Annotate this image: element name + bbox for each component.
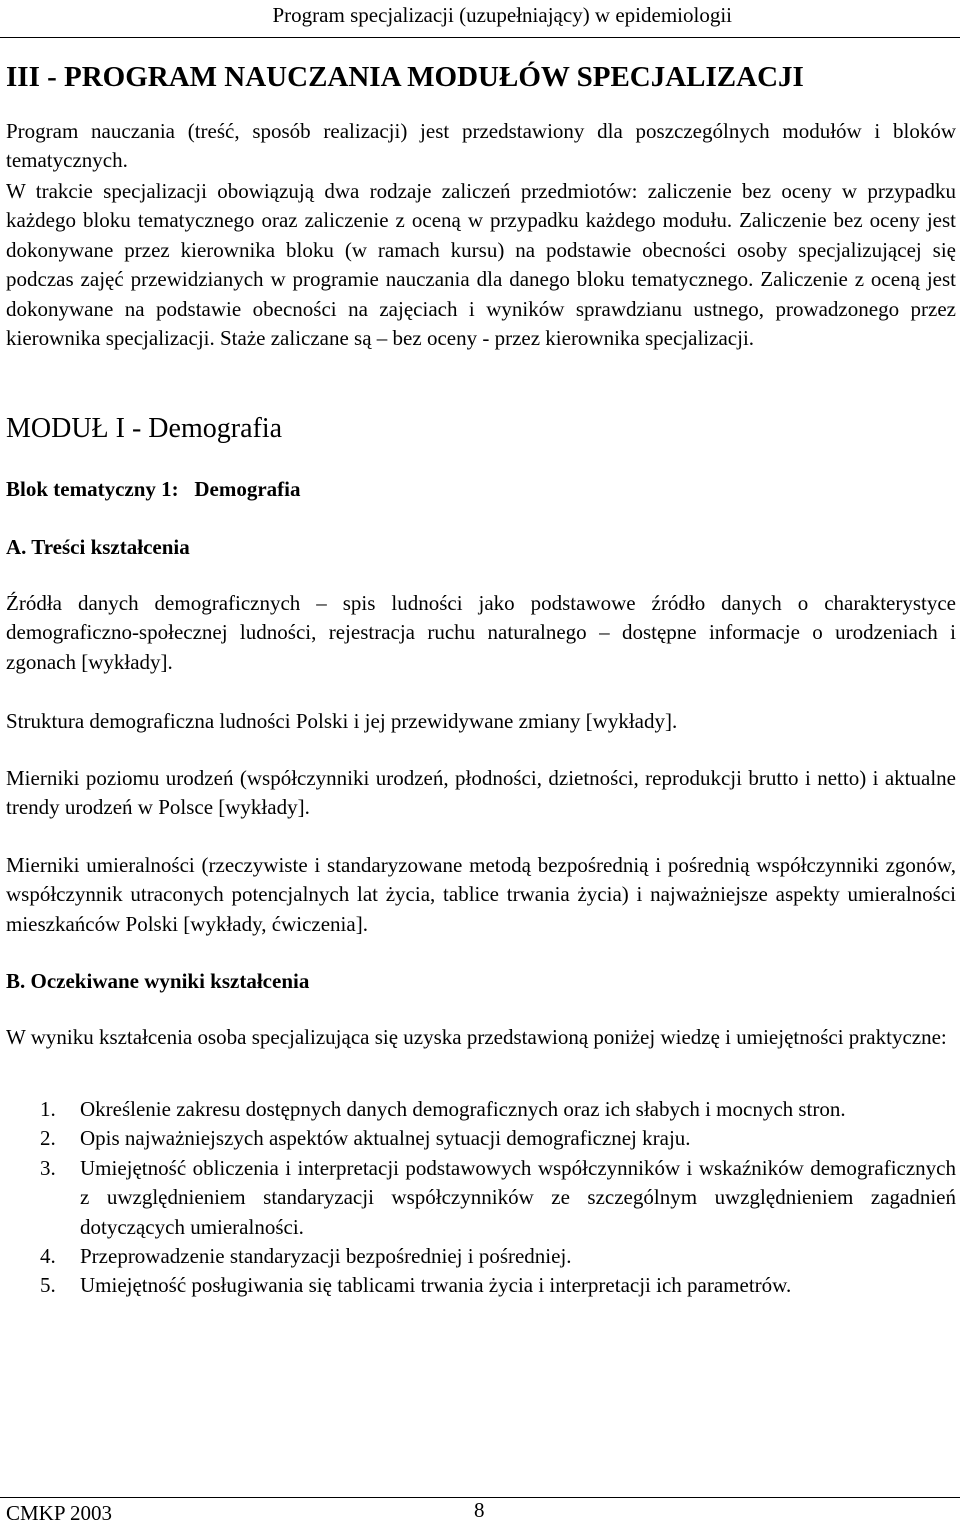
outcomes-heading: B. Oczekiwane wyniki kształcenia — [6, 969, 310, 993]
content-paragraph: Struktura demograficzna ludności Polski i jej przewidywane zmiany [wykłady]. — [6, 709, 678, 733]
block-heading: Blok tematyczny 1: Demografia — [6, 477, 301, 501]
list-item — [6, 1271, 956, 1300]
list-item-number: 1. — [40, 1097, 56, 1121]
list-item-text: Umiejętność obliczenia i interpretacji podstawowych współczynników i wskaźników demograficznych z uwzględnieniem standaryzacji współczynników ze szczególnym uwzględnieniem zagadnień dotyczących umieralności. — [80, 1155, 956, 1239]
module-title: MODUŁ I - Demografia — [6, 413, 283, 444]
section-title: III - PROGRAM NAUCZANIA MODUŁÓW SPECJALIZACJI — [6, 61, 804, 93]
assessment-paragraph: W trakcie specjalizacji obowiązują dwa rodzaje zaliczeń przedmiotów: zaliczenie bez oceny w przypadku każdego bloku tematycznego oraz zaliczenie z oceną w przypadku każdego modułu. Zaliczenie bez oceny jest dokonywane przez kierownika bloku (w ramach kursu) na podstawie obecności osoby specjalizującej się podczas zajęć przewidzianych w programie nauczania dla danego bloku tematycznego. Zaliczenie z oceną jest dokonywane na podstawie obecności na zajęciach i wyników sprawdzianu ustnego, prowadzonego przez kierownika specjalizacji. Staże zaliczane są – bez oceny - przez kierownika specjalizacji. — [6, 179, 956, 351]
list-item-text: Określenie zakresu dostępnych danych demograficznych oraz ich słabych i mocnych stron. — [80, 1097, 846, 1121]
list-item-number: 4. — [40, 1244, 56, 1269]
footer-label: CMKP 2003 — [6, 1501, 112, 1525]
page-number: 8 — [474, 1498, 485, 1522]
running-header: Program specjalizacji (uzupełniający) w epidemiologii — [272, 3, 732, 27]
list-item — [6, 1095, 956, 1124]
header-rule — [0, 37, 960, 38]
content-paragraph: Źródła danych demograficznych – spis ludności jako podstawowe źródło danych o charakterystyce demograficzno-społecznej ludności, rejestracja ruchu naturalnego – dostępne informacje o urodzeniach i zgonach [wykłady]. — [6, 591, 956, 674]
content-paragraph: Mierniki umieralności (rzeczywiste i standaryzowane metodą bezpośrednią i pośrednią współczynniki zgonów, współczynnik utraconych potencjalnych lat życia, tablice trwania życia) i najważniejsze aspekty umieralności mieszkańców Polski [wykłady, ćwiczenia]. — [6, 853, 956, 936]
list-item — [6, 1242, 956, 1271]
list-item-text: Opis najważniejszych aspektów aktualnej sytuacji demograficznej kraju. — [80, 1126, 691, 1151]
list-item-text: Przeprowadzenie standaryzacji bezpośredniej i pośredniej. — [80, 1244, 572, 1269]
list-item — [6, 1154, 956, 1242]
list-item — [6, 1124, 956, 1153]
list-item-number: 2. — [40, 1126, 56, 1151]
content-paragraph: Mierniki poziomu urodzeń (współczynniki urodzeń, płodności, dzietności, reprodukcji brutto i netto) i aktualne trendy urodzeń w Polsce [wykłady]. — [6, 766, 956, 820]
list-item-number: 5. — [40, 1273, 56, 1298]
intro-paragraph: Program nauczania (treść, sposób realizacji) jest przedstawiony dla poszczególnych modułów i bloków tematycznych. — [6, 119, 956, 173]
content-heading: A. Treści kształcenia — [6, 535, 190, 559]
outcomes-list — [6, 1095, 956, 1301]
list-item-number: 3. — [40, 1155, 56, 1180]
outcomes-intro: W wyniku kształcenia osoba specjalizująca się uzyska przedstawioną poniżej wiedzę i umiejętności praktyczne: — [6, 1025, 947, 1049]
list-item-text: Umiejętność posługiwania się tablicami trwania życia i interpretacji ich parametrów. — [80, 1273, 792, 1298]
